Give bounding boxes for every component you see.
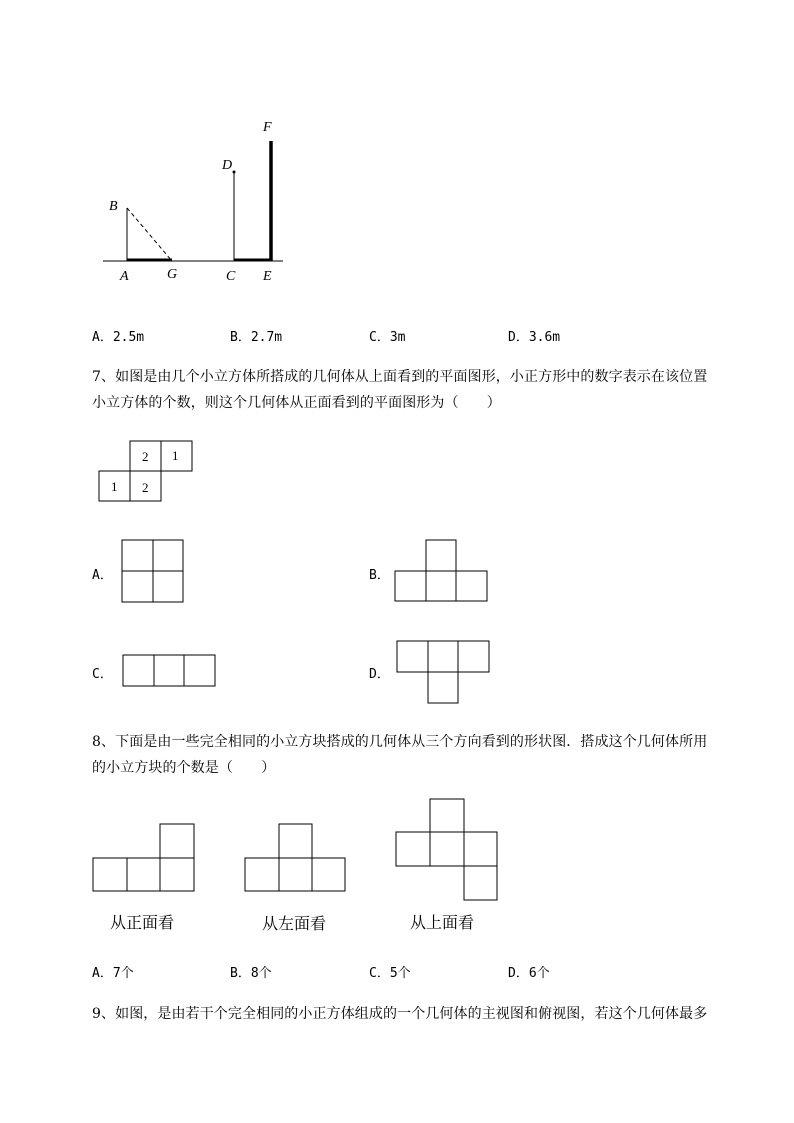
q8-text-line1: 8、下面是由一些完全相同的小立方块搭成的几何体从三个方向看到的形状图．搭成这个几何体所用 [92, 734, 708, 750]
q7-text-line2: 小立方体的个数，则这个几何体从正面看到的平面图形为（ ） [92, 395, 501, 411]
label-F: F [263, 120, 272, 135]
q8-front-view-label: 从正面看 [110, 913, 175, 932]
q8-option-c: C．5个 [369, 966, 411, 981]
grid-number: 2 [142, 480, 149, 495]
q7-text-line1: 7、如图是由几个小立方体所搭成的几何体从上面看到的平面图形，小正方形中的数字表示在该位置 [92, 369, 708, 385]
label-A: A [120, 269, 129, 284]
q6-option-c: C．3m [369, 330, 406, 345]
label-G: G [167, 267, 178, 282]
q6-option-d: D．3.6m [508, 330, 561, 345]
q8-left-view [245, 824, 345, 891]
q8-top-view-label: 从上面看 [410, 913, 475, 932]
q8-option-b: B．8个 [230, 966, 272, 981]
label-E: E [263, 269, 272, 284]
q7-option-d-label: D． [369, 667, 390, 682]
label-C: C [226, 269, 236, 284]
q7-option-b-label: B． [369, 568, 390, 583]
q7-option-a-label: A． [92, 568, 113, 583]
q8-option-a: A．7个 [92, 966, 134, 981]
q9-text-line1: 9、如图，是由若干个完全相同的小正方体组成的一个几何体的主视图和俯视图，若这个几何体最多 [92, 1006, 708, 1022]
q6-option-a: A．2.5m [92, 330, 145, 345]
label-B: B [109, 199, 118, 214]
q6-option-b: B．2.7m [230, 330, 283, 345]
grid-number: 1 [111, 479, 118, 494]
q7-option-c-label: C． [92, 667, 113, 682]
q8-top-view [396, 799, 497, 900]
grid-number: 1 [172, 448, 179, 463]
q8-front-view [93, 824, 194, 891]
q8-left-view-label: 从左面看 [262, 914, 327, 933]
q8-option-d: D．6个 [508, 966, 550, 981]
q8-text-line2: 的小立方块的个数是（ ） [92, 760, 276, 776]
grid-number: 2 [142, 449, 149, 464]
label-D: D [222, 158, 233, 173]
